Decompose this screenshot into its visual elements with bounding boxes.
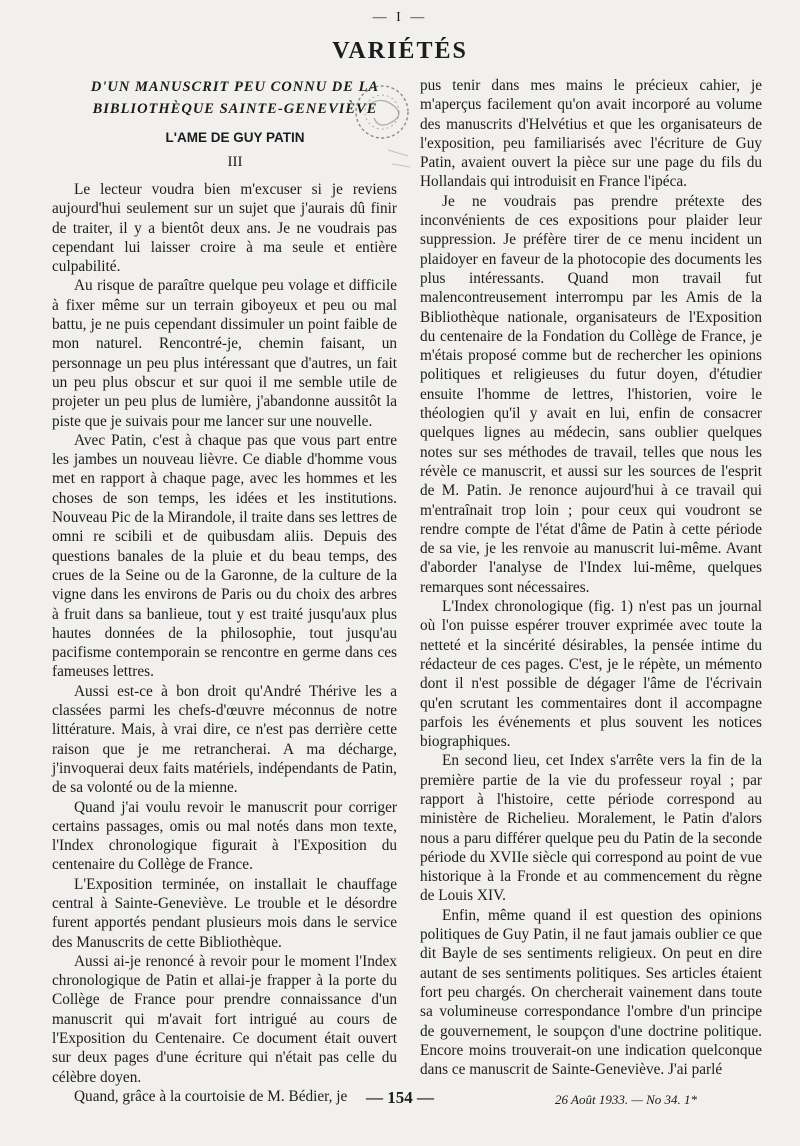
page-number: — 154 — — [366, 1088, 434, 1107]
article-title-line-1: D'UN MANUSCRIT PEU CONNU DE LA — [90, 79, 380, 95]
paragraph: Quand j'ai voulu revoir le manuscrit pour corriger certains passages, omis ou mal notés dans mon texte, l'Index chronologique figurait à l'Exposition du centenaire du Collège de France. — [52, 798, 397, 874]
paragraph: Le lecteur voudra bien m'excuser si je reviens aujourd'hui seulement sur un sujet que j'aurais dû finir de traiter, il y a bientôt deux ans. Je ne voudrais pas cependant lui laisser croire à ma seule et entière culpabilité. — [52, 181, 397, 276]
article-subtitle: L'AME DE GUY PATIN — [165, 130, 305, 145]
paragraph: En second lieu, cet Index s'arrête vers la fin de la première partie de la vie du professeur royal ; par rapport à l'histoire, cette période correspond au ministère de Richelieu. Moralement, le Patin d'alors nous a paru différer quelque peu du Patin de la seconde période du XVIIe siècle qui correspond au point de vue historique à la Fronde et au commencement du règne de Louis XIV. — [420, 752, 762, 905]
column-left — [52, 180, 397, 1106]
part-number: III — [227, 154, 243, 170]
running-page-number: — I — — [372, 10, 428, 25]
paragraph: Aussi ai-je renoncé à revoir pour le moment l'Index chronologique de Patin et allai-je frapper à la porte du Collège de France pour prendre connaissance d'un manuscrit qui m'avait fort intrigué au cours de l'Exposition du Centenaire. Ce document était ouvert sur deux pages d'une écriture qui n'était pas celle du célèbre doyen. — [52, 952, 397, 1086]
paragraph: Aussi est-ce à bon droit qu'André Thérive les a classées parmi les chefs-d'œuvre méconnus de notre littérature. Mais, à vrai dire, ce n'est pas derrière cette raison que je me retrancherai. A ma décharge, j'invoquerai deux faits matériels, indépendants de Patin, de sa volonté ou de la mienne. — [52, 682, 397, 797]
section-title: VARIÉTÉS — [332, 38, 468, 64]
paragraph: Quand, grâce à la courtoisie de M. Bédier, je — [74, 1087, 348, 1105]
library-stamp-icon — [348, 72, 420, 192]
issue-date: 26 Août 1933. — No 34. 1* — [555, 1092, 698, 1107]
paragraph: Enfin, même quand il est question des opinions politiques de Guy Patin, il ne faut jamais oublier ce que dit Bayle de ses sentiments religieux. On peut en dire autant de ses sentiments politiques. Ses articles étaient fort peu chargés. On chercherait vainement dans toute sa volumineuse correspondance l'ombre d'un principe de gouvernement, le soupçon d'une doctrine politique. Encore moins trouverait-on une indication quelconque dans ce manuscrit de Sainte-Geneviève. J'ai parlé — [420, 906, 762, 1079]
paragraph: pus tenir dans mes mains le précieux cahier, je m'aperçus facilement qu'on avait incorporé au volume des manuscrits d'Helvétius et que les organisateurs de l'exposition, peu familiarisés avec l'écriture de Guy Patin, avaient ouvert la pièce sur une page du fils du Hollandais qui introduisit en France l'ipéca. — [420, 77, 762, 191]
paragraph: L'Index chronologique (fig. 1) n'est pas un journal où l'on puisse espérer trouver exprimée avec toute la netteté et la sincérité désirables, la pensée intime du rédacteur de ces pages. C'est, je le répète, un mémento dont il n'est possible de dégager l'âme de l'écrivain qu'en scrutant les commentaires dont il accompagne parfois les événements et plus souvent les notices biographiques. — [420, 598, 762, 751]
paragraph: Avec Patin, c'est à chaque pas que vous part entre les jambes un nouveau lièvre. Ce diable d'homme vous met en rapport à chaque page, avec les hommes et les choses de son temps, les idées et les institutions. Nouveau Pic de la Mirandole, il traite dans ses lettres de omni re scibili et de quibusdam aliis. Depuis des questions banales de la pluie et du beau temps, des crues de la Seine ou de la Garonne, de la culture de la vigne dans les environs de Paris ou du choix des arbres à fruit dans sa banlieue, tout y est traité jusqu'aux plus hautes données de la philosophie, tout jusqu'au pacifisme contemporain se rencontre en germe dans ces fameuses lettres. — [52, 431, 397, 681]
column-right — [420, 76, 762, 1079]
paragraph: Je ne voudrais pas prendre prétexte des inconvénients de ces expositions pour plaider leur suppression. Je préfère tirer de ce menu incident un plaidoyer en faveur de la photocopie des documents les plus intéressants. Quand mon travail fut malencontreusement interrompu par les Amis de la Bibliothèque nationale, organisateurs de l'Exposition du centenaire de la Fondation du Collège de France, je m'étais proposé comme but de rechercher les opinions politiques et religieuses du futur doyen, d'étudier ensuite l'homme de lettres, l'historien, voire le théologien qu'il y avait en lui, enfin de consacrer quelques lignes au médecin, sans oublier quelques notes sur ses méthodes de travail, telles que nous les révèle ce manuscrit, et aussi sur les sources de l'esprit de M. Patin. Je renonce aujourd'hui à ce travail qui m'entraînait trop loin ; pour ceux qui voudront se rendre compte de l'état d'âme de Patin à cette période de sa vie, je les renvoie au manuscrit lui-même. Avant d'aborder l'analyse de l'Index lui-même, quelques remarques sont nécessaires. — [420, 192, 762, 596]
paragraph: Au risque de paraître quelque peu volage et difficile à fixer même sur un terrain giboyeux et peu ou mal battu, je ne puis cependant dissimuler un point faible de mon naturel. Rencontré-je, chemin faisant, un personnage un peu plus intéressant que d'autres, un fait un peu plus obscur et sur quoi il me semble utile de projeter un peu plus de lumière, j'abandonne aussitôt la piste que je suivais pour me lancer sur une nouvelle. — [52, 277, 397, 430]
paragraph: L'Exposition terminée, on installait le chauffage central à Sainte-Geneviève. Le trouble et le désordre furent apportés pendant plusieurs mois dans le service des Manuscrits de cette Bibliothèque. — [52, 875, 397, 951]
article-title-line-2: BIBLIOTHÈQUE SAINTE-GENEVIÈVE — [92, 101, 378, 117]
